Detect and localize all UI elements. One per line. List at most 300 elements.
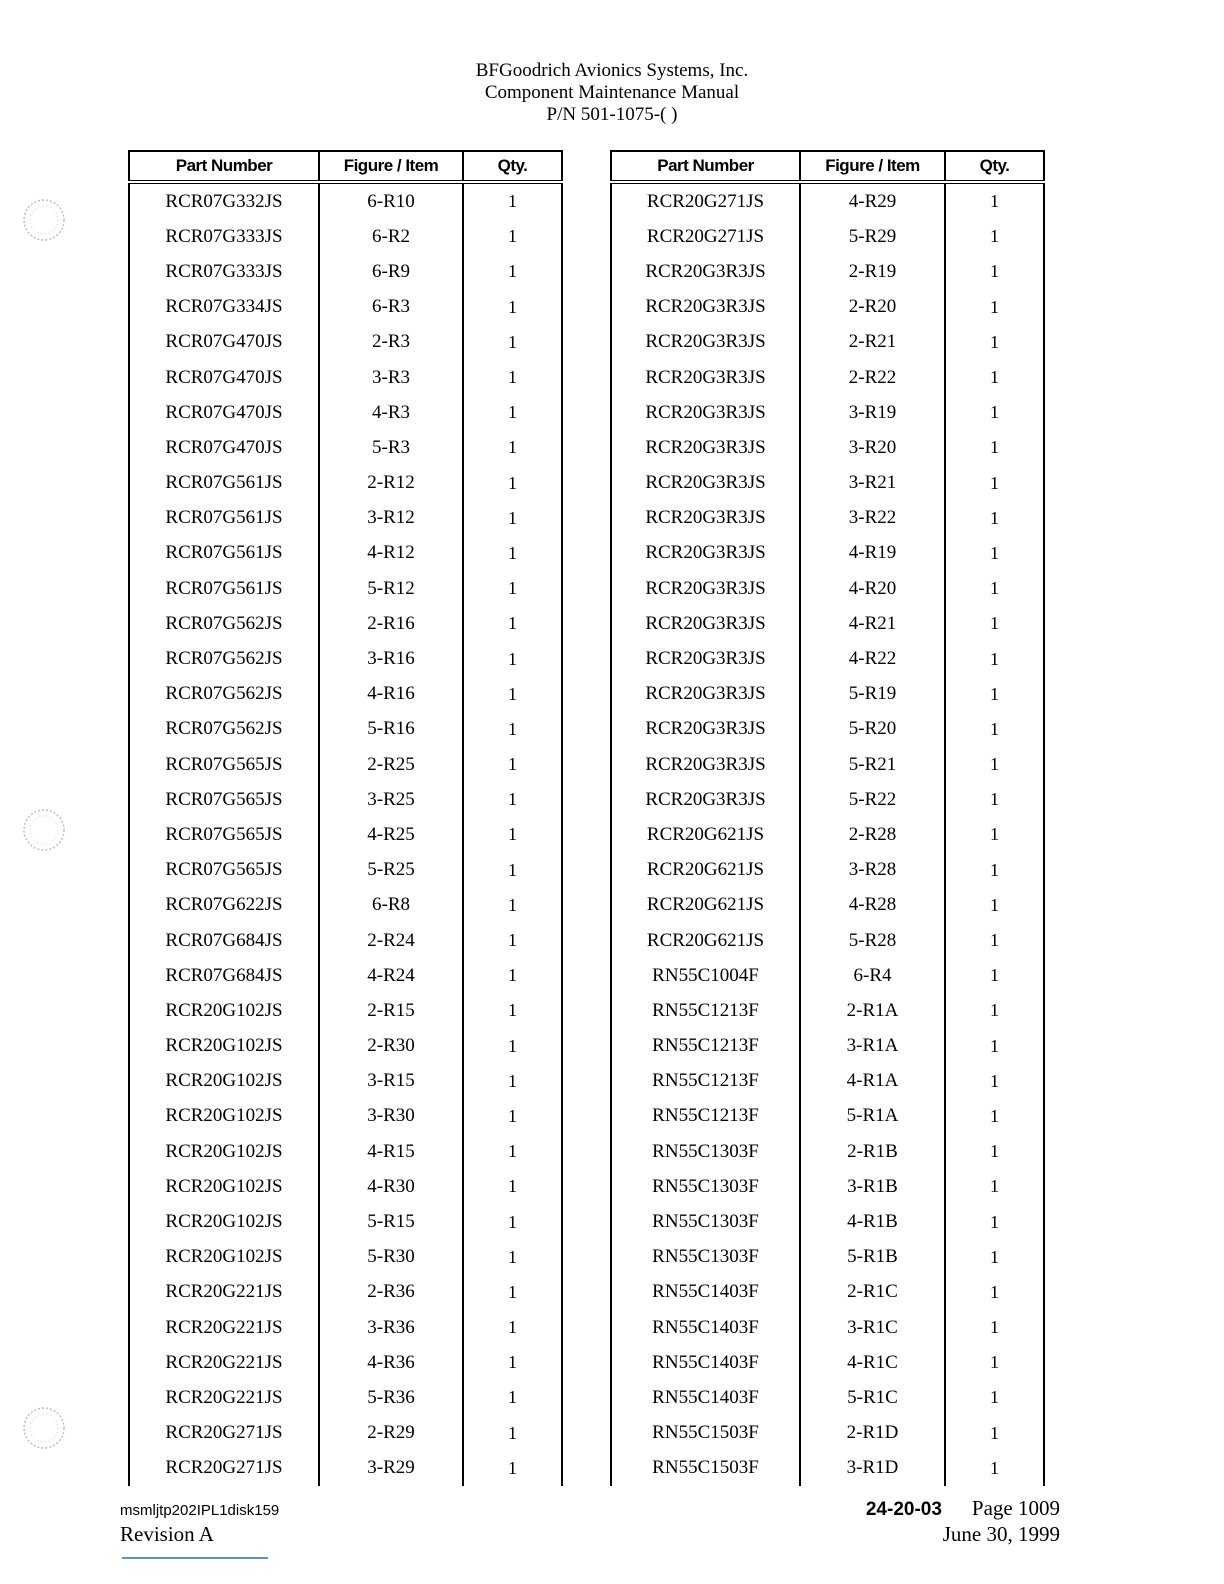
part-number-cell: RCR07G470JS bbox=[129, 430, 319, 465]
figure-item-cell: 2-R24 bbox=[319, 923, 463, 958]
table-row bbox=[129, 1064, 562, 1099]
revision-label: Revision A bbox=[120, 1522, 214, 1546]
figure-item-cell: 3-R29 bbox=[319, 1451, 463, 1486]
part-number-cell: RCR20G3R3JS bbox=[611, 254, 800, 289]
qty-cell: 1 bbox=[945, 712, 1044, 747]
part-number-cell: RCR20G102JS bbox=[129, 1204, 319, 1239]
table-body-right bbox=[611, 182, 1044, 1486]
table-row bbox=[611, 958, 1044, 993]
figure-item-cell: 4-R1A bbox=[800, 1064, 945, 1099]
figure-item-cell: 3-R1D bbox=[800, 1451, 945, 1486]
table-row bbox=[611, 817, 1044, 852]
figure-item-cell: 5-R3 bbox=[319, 430, 463, 465]
table-row bbox=[129, 888, 562, 923]
part-number-cell: RCR20G102JS bbox=[129, 1169, 319, 1204]
table-row bbox=[129, 1310, 562, 1345]
part-number-cell: RCR20G621JS bbox=[611, 888, 800, 923]
qty-cell: 1 bbox=[463, 1134, 562, 1169]
parts-table-left bbox=[128, 150, 563, 1486]
part-number-cell: RCR20G3R3JS bbox=[611, 430, 800, 465]
part-number-cell: RCR20G3R3JS bbox=[611, 606, 800, 641]
table-row bbox=[129, 606, 562, 641]
punch-hole-bottom bbox=[20, 1404, 68, 1452]
figure-item-cell: 3-R21 bbox=[800, 466, 945, 501]
figure-item-cell: 3-R12 bbox=[319, 501, 463, 536]
table-row bbox=[129, 1345, 562, 1380]
table-row bbox=[611, 782, 1044, 817]
part-number-cell: RN55C1303F bbox=[611, 1204, 800, 1239]
table-row bbox=[129, 360, 562, 395]
table-row bbox=[129, 219, 562, 254]
figure-item-cell: 2-R1B bbox=[800, 1134, 945, 1169]
figure-item-cell: 3-R22 bbox=[800, 501, 945, 536]
part-number-cell: RCR07G333JS bbox=[129, 219, 319, 254]
figure-item-cell: 5-R16 bbox=[319, 712, 463, 747]
qty-cell: 1 bbox=[463, 1064, 562, 1099]
qty-cell: 1 bbox=[945, 888, 1044, 923]
part-number-cell: RCR20G3R3JS bbox=[611, 325, 800, 360]
qty-cell: 1 bbox=[463, 536, 562, 571]
qty-cell: 1 bbox=[945, 395, 1044, 430]
table-row bbox=[611, 1064, 1044, 1099]
table-row bbox=[611, 1416, 1044, 1451]
figure-item-cell: 4-R1C bbox=[800, 1345, 945, 1380]
figure-item-cell: 4-R22 bbox=[800, 641, 945, 676]
part-number-cell: RCR20G102JS bbox=[129, 1064, 319, 1099]
table-row bbox=[129, 1240, 562, 1275]
qty-cell: 1 bbox=[463, 923, 562, 958]
qty-cell: 1 bbox=[463, 1451, 562, 1486]
figure-item-cell: 3-R30 bbox=[319, 1099, 463, 1134]
qty-cell: 1 bbox=[945, 958, 1044, 993]
part-number-cell: RCR20G102JS bbox=[129, 1099, 319, 1134]
column-header-qty: Qty. bbox=[463, 151, 562, 182]
table-row bbox=[611, 1275, 1044, 1310]
figure-item-cell: 5-R15 bbox=[319, 1204, 463, 1239]
table-row bbox=[129, 466, 562, 501]
part-number-cell: RCR20G102JS bbox=[129, 1134, 319, 1169]
qty-cell: 1 bbox=[463, 571, 562, 606]
part-number-cell: RCR07G565JS bbox=[129, 853, 319, 888]
part-number-cell: RCR20G3R3JS bbox=[611, 782, 800, 817]
figure-item-cell: 2-R28 bbox=[800, 817, 945, 852]
qty-cell: 1 bbox=[945, 219, 1044, 254]
qty-cell: 1 bbox=[463, 958, 562, 993]
figure-item-cell: 4-R36 bbox=[319, 1345, 463, 1380]
figure-item-cell: 5-R36 bbox=[319, 1380, 463, 1415]
qty-cell: 1 bbox=[463, 254, 562, 289]
qty-cell: 1 bbox=[945, 641, 1044, 676]
part-number-cell: RCR20G3R3JS bbox=[611, 536, 800, 571]
table-row bbox=[129, 395, 562, 430]
part-number-cell: RCR07G561JS bbox=[129, 466, 319, 501]
qty-cell: 1 bbox=[945, 1310, 1044, 1345]
table-row bbox=[611, 1240, 1044, 1275]
table-row bbox=[611, 1029, 1044, 1064]
table-row bbox=[129, 536, 562, 571]
footer-left bbox=[120, 1500, 279, 1546]
page-number: Page 1009 bbox=[971, 1496, 1060, 1520]
table-row bbox=[129, 1204, 562, 1239]
qty-cell: 1 bbox=[945, 923, 1044, 958]
figure-item-cell: 4-R20 bbox=[800, 571, 945, 606]
qty-cell: 1 bbox=[945, 747, 1044, 782]
part-number-cell: RCR20G221JS bbox=[129, 1275, 319, 1310]
figure-item-cell: 2-R21 bbox=[800, 325, 945, 360]
figure-item-cell: 4-R25 bbox=[319, 817, 463, 852]
qty-cell: 1 bbox=[945, 360, 1044, 395]
qty-cell: 1 bbox=[463, 466, 562, 501]
part-number-cell: RCR20G3R3JS bbox=[611, 501, 800, 536]
part-number-cell: RCR20G3R3JS bbox=[611, 641, 800, 676]
table-header-row bbox=[611, 151, 1044, 182]
part-number-cell: RCR07G622JS bbox=[129, 888, 319, 923]
figure-item-cell: 6-R8 bbox=[319, 888, 463, 923]
table-row bbox=[611, 923, 1044, 958]
qty-cell: 1 bbox=[945, 571, 1044, 606]
part-number-cell: RN55C1303F bbox=[611, 1134, 800, 1169]
figure-item-cell: 2-R30 bbox=[319, 1029, 463, 1064]
table-row bbox=[611, 1204, 1044, 1239]
part-number-cell: RCR20G621JS bbox=[611, 817, 800, 852]
figure-item-cell: 2-R12 bbox=[319, 466, 463, 501]
qty-cell: 1 bbox=[945, 782, 1044, 817]
figure-item-cell: 4-R30 bbox=[319, 1169, 463, 1204]
qty-cell: 1 bbox=[945, 1451, 1044, 1486]
part-number-cell: RCR07G562JS bbox=[129, 641, 319, 676]
part-number-cell: RCR07G562JS bbox=[129, 606, 319, 641]
figure-item-cell: 2-R29 bbox=[319, 1416, 463, 1451]
qty-cell: 1 bbox=[463, 182, 562, 219]
qty-cell: 1 bbox=[945, 501, 1044, 536]
table-row bbox=[611, 712, 1044, 747]
qty-cell: 1 bbox=[463, 1240, 562, 1275]
qty-cell: 1 bbox=[945, 1380, 1044, 1415]
part-number-cell: RCR07G684JS bbox=[129, 923, 319, 958]
qty-cell: 1 bbox=[463, 1169, 562, 1204]
part-number-title: P/N 501-1075-( ) bbox=[546, 104, 678, 125]
qty-cell: 1 bbox=[945, 817, 1044, 852]
punch-hole-top bbox=[20, 196, 68, 244]
qty-cell: 1 bbox=[463, 501, 562, 536]
table-row bbox=[611, 1099, 1044, 1134]
qty-cell: 1 bbox=[945, 290, 1044, 325]
part-number-cell: RCR07G562JS bbox=[129, 712, 319, 747]
qty-cell: 1 bbox=[463, 1275, 562, 1310]
figure-item-cell: 2-R36 bbox=[319, 1275, 463, 1310]
part-number-cell: RCR20G102JS bbox=[129, 1029, 319, 1064]
qty-cell: 1 bbox=[463, 712, 562, 747]
table-row bbox=[129, 677, 562, 712]
part-number-cell: RCR20G621JS bbox=[611, 923, 800, 958]
manual-title: Component Maintenance Manual bbox=[484, 82, 740, 103]
column-header-part-number: Part Number bbox=[129, 151, 319, 182]
figure-item-cell: 3-R1C bbox=[800, 1310, 945, 1345]
qty-cell: 1 bbox=[945, 1099, 1044, 1134]
figure-item-cell: 5-R1A bbox=[800, 1099, 945, 1134]
table-row bbox=[611, 182, 1044, 219]
table-row bbox=[129, 747, 562, 782]
part-number-cell: RN55C1213F bbox=[611, 1029, 800, 1064]
part-number-cell: RCR07G565JS bbox=[129, 817, 319, 852]
part-number-cell: RCR07G561JS bbox=[129, 536, 319, 571]
qty-cell: 1 bbox=[463, 1345, 562, 1380]
table-row bbox=[611, 641, 1044, 676]
figure-item-cell: 2-R1C bbox=[800, 1275, 945, 1310]
figure-item-cell: 2-R1D bbox=[800, 1416, 945, 1451]
qty-cell: 1 bbox=[463, 606, 562, 641]
underline-mark bbox=[122, 1557, 268, 1559]
part-number-cell: RCR07G333JS bbox=[129, 254, 319, 289]
table-row bbox=[611, 747, 1044, 782]
qty-cell: 1 bbox=[463, 747, 562, 782]
table-row bbox=[611, 993, 1044, 1028]
part-number-cell: RCR20G3R3JS bbox=[611, 290, 800, 325]
footer-right bbox=[866, 1496, 1060, 1547]
table-row bbox=[611, 677, 1044, 712]
figure-item-cell: 2-R20 bbox=[800, 290, 945, 325]
figure-item-cell: 3-R20 bbox=[800, 430, 945, 465]
figure-item-cell: 3-R25 bbox=[319, 782, 463, 817]
qty-cell: 1 bbox=[463, 1029, 562, 1064]
qty-cell: 1 bbox=[463, 219, 562, 254]
figure-item-cell: 5-R20 bbox=[800, 712, 945, 747]
table-header-row bbox=[129, 151, 562, 182]
file-identifier: msmljtp202IPL1disk159 bbox=[120, 1502, 280, 1519]
part-number-cell: RN55C1213F bbox=[611, 1099, 800, 1134]
table-row bbox=[611, 853, 1044, 888]
figure-item-cell: 4-R19 bbox=[800, 536, 945, 571]
qty-cell: 1 bbox=[463, 395, 562, 430]
qty-cell: 1 bbox=[463, 290, 562, 325]
figure-item-cell: 5-R30 bbox=[319, 1240, 463, 1275]
qty-cell: 1 bbox=[463, 1099, 562, 1134]
table-row bbox=[129, 1451, 562, 1486]
figure-item-cell: 4-R16 bbox=[319, 677, 463, 712]
qty-cell: 1 bbox=[463, 430, 562, 465]
qty-cell: 1 bbox=[945, 1240, 1044, 1275]
table-row bbox=[129, 782, 562, 817]
table-row bbox=[129, 1169, 562, 1204]
figure-item-cell: 4-R3 bbox=[319, 395, 463, 430]
part-number-cell: RCR07G565JS bbox=[129, 782, 319, 817]
figure-item-cell: 3-R3 bbox=[319, 360, 463, 395]
figure-item-cell: 2-R1A bbox=[800, 993, 945, 1028]
part-number-cell: RN55C1213F bbox=[611, 993, 800, 1028]
parts-table-right bbox=[610, 150, 1045, 1486]
table-row bbox=[611, 1451, 1044, 1486]
figure-item-cell: 3-R1A bbox=[800, 1029, 945, 1064]
qty-cell: 1 bbox=[945, 1275, 1044, 1310]
part-number-cell: RCR20G271JS bbox=[129, 1416, 319, 1451]
figure-item-cell: 2-R25 bbox=[319, 747, 463, 782]
table-row bbox=[129, 1416, 562, 1451]
qty-cell: 1 bbox=[463, 993, 562, 1028]
figure-item-cell: 5-R28 bbox=[800, 923, 945, 958]
figure-item-cell: 6-R10 bbox=[319, 182, 463, 219]
figure-item-cell: 2-R16 bbox=[319, 606, 463, 641]
part-number-cell: RCR20G3R3JS bbox=[611, 395, 800, 430]
qty-cell: 1 bbox=[945, 1416, 1044, 1451]
figure-item-cell: 5-R1C bbox=[800, 1380, 945, 1415]
table-row bbox=[611, 536, 1044, 571]
table-row bbox=[129, 430, 562, 465]
qty-cell: 1 bbox=[463, 817, 562, 852]
table-row bbox=[611, 1169, 1044, 1204]
table-row bbox=[611, 1380, 1044, 1415]
table-row bbox=[129, 182, 562, 219]
table-row bbox=[129, 712, 562, 747]
table-row bbox=[129, 501, 562, 536]
figure-item-cell: 2-R15 bbox=[319, 993, 463, 1028]
table-row bbox=[611, 501, 1044, 536]
table-row bbox=[611, 254, 1044, 289]
document-code: 24-20-03 bbox=[865, 1499, 942, 1520]
part-number-cell: RN55C1403F bbox=[611, 1345, 800, 1380]
part-number-cell: RCR07G561JS bbox=[129, 571, 319, 606]
table-row bbox=[611, 1134, 1044, 1169]
figure-item-cell: 2-R22 bbox=[800, 360, 945, 395]
qty-cell: 1 bbox=[463, 1310, 562, 1345]
figure-item-cell: 6-R4 bbox=[800, 958, 945, 993]
part-number-cell: RN55C1403F bbox=[611, 1380, 800, 1415]
part-number-cell: RN55C1403F bbox=[611, 1310, 800, 1345]
table-row bbox=[129, 958, 562, 993]
part-number-cell: RCR20G221JS bbox=[129, 1380, 319, 1415]
qty-cell: 1 bbox=[945, 1204, 1044, 1239]
figure-item-cell: 5-R22 bbox=[800, 782, 945, 817]
table-row bbox=[129, 993, 562, 1028]
part-number-cell: RN55C1004F bbox=[611, 958, 800, 993]
qty-cell: 1 bbox=[463, 677, 562, 712]
table-row bbox=[611, 1345, 1044, 1380]
part-number-cell: RCR20G3R3JS bbox=[611, 360, 800, 395]
figure-item-cell: 4-R12 bbox=[319, 536, 463, 571]
table-row bbox=[129, 641, 562, 676]
part-number-cell: RCR20G271JS bbox=[611, 219, 800, 254]
qty-cell: 1 bbox=[945, 1029, 1044, 1064]
qty-cell: 1 bbox=[463, 853, 562, 888]
part-number-cell: RCR20G271JS bbox=[129, 1451, 319, 1486]
figure-item-cell: 5-R1B bbox=[800, 1240, 945, 1275]
revision-date: June 30, 1999 bbox=[942, 1522, 1060, 1546]
table-row bbox=[611, 395, 1044, 430]
table-row bbox=[611, 466, 1044, 501]
part-number-cell: RN55C1303F bbox=[611, 1240, 800, 1275]
table-row bbox=[129, 1134, 562, 1169]
part-number-cell: RCR07G470JS bbox=[129, 395, 319, 430]
table-row bbox=[611, 325, 1044, 360]
column-header-part-number: Part Number bbox=[611, 151, 800, 182]
part-number-cell: RCR07G470JS bbox=[129, 360, 319, 395]
figure-item-cell: 6-R9 bbox=[319, 254, 463, 289]
table-row bbox=[129, 1099, 562, 1134]
figure-item-cell: 3-R1B bbox=[800, 1169, 945, 1204]
part-number-cell: RCR20G3R3JS bbox=[611, 747, 800, 782]
figure-item-cell: 5-R12 bbox=[319, 571, 463, 606]
qty-cell: 1 bbox=[945, 1345, 1044, 1380]
qty-cell: 1 bbox=[463, 360, 562, 395]
table-row bbox=[129, 325, 562, 360]
figure-item-cell: 5-R19 bbox=[800, 677, 945, 712]
figure-item-cell: 4-R15 bbox=[319, 1134, 463, 1169]
qty-cell: 1 bbox=[463, 641, 562, 676]
part-number-cell: RN55C1213F bbox=[611, 1064, 800, 1099]
figure-item-cell: 3-R36 bbox=[319, 1310, 463, 1345]
figure-item-cell: 3-R16 bbox=[319, 641, 463, 676]
table-row bbox=[129, 817, 562, 852]
qty-cell: 1 bbox=[945, 993, 1044, 1028]
qty-cell: 1 bbox=[463, 888, 562, 923]
qty-cell: 1 bbox=[463, 1204, 562, 1239]
part-number-cell: RN55C1403F bbox=[611, 1275, 800, 1310]
figure-item-cell: 6-R3 bbox=[319, 290, 463, 325]
part-number-cell: RCR07G684JS bbox=[129, 958, 319, 993]
table-row bbox=[129, 923, 562, 958]
part-number-cell: RCR20G3R3JS bbox=[611, 677, 800, 712]
part-number-cell: RCR20G102JS bbox=[129, 1240, 319, 1275]
part-number-cell: RCR20G3R3JS bbox=[611, 571, 800, 606]
part-number-cell: RCR07G561JS bbox=[129, 501, 319, 536]
part-number-cell: RCR20G621JS bbox=[611, 853, 800, 888]
figure-item-cell: 3-R28 bbox=[800, 853, 945, 888]
table-row bbox=[611, 290, 1044, 325]
part-number-cell: RCR20G221JS bbox=[129, 1345, 319, 1380]
qty-cell: 1 bbox=[945, 430, 1044, 465]
table-row bbox=[611, 606, 1044, 641]
punch-hole-middle bbox=[20, 806, 68, 854]
table-row bbox=[611, 571, 1044, 606]
figure-item-cell: 3-R19 bbox=[800, 395, 945, 430]
part-number-cell: RCR20G102JS bbox=[129, 993, 319, 1028]
qty-cell: 1 bbox=[463, 782, 562, 817]
part-number-cell: RCR07G334JS bbox=[129, 290, 319, 325]
qty-cell: 1 bbox=[945, 182, 1044, 219]
column-header-figure-item: Figure / Item bbox=[319, 151, 463, 182]
figure-item-cell: 2-R19 bbox=[800, 254, 945, 289]
figure-item-cell: 2-R3 bbox=[319, 325, 463, 360]
table-row bbox=[611, 888, 1044, 923]
qty-cell: 1 bbox=[945, 1169, 1044, 1204]
table-row bbox=[129, 571, 562, 606]
figure-item-cell: 5-R29 bbox=[800, 219, 945, 254]
qty-cell: 1 bbox=[463, 325, 562, 360]
table-row bbox=[611, 430, 1044, 465]
table-row bbox=[611, 1310, 1044, 1345]
figure-item-cell: 5-R21 bbox=[800, 747, 945, 782]
part-number-cell: RCR20G221JS bbox=[129, 1310, 319, 1345]
part-number-cell: RCR07G470JS bbox=[129, 325, 319, 360]
part-number-cell: RCR20G271JS bbox=[611, 182, 800, 219]
qty-cell: 1 bbox=[945, 254, 1044, 289]
qty-cell: 1 bbox=[945, 606, 1044, 641]
figure-item-cell: 5-R25 bbox=[319, 853, 463, 888]
qty-cell: 1 bbox=[945, 853, 1044, 888]
table-row bbox=[129, 254, 562, 289]
part-number-cell: RCR07G562JS bbox=[129, 677, 319, 712]
part-number-cell: RCR20G3R3JS bbox=[611, 712, 800, 747]
qty-cell: 1 bbox=[945, 536, 1044, 571]
part-number-cell: RCR07G332JS bbox=[129, 182, 319, 219]
company-name: BFGoodrich Avionics Systems, Inc. bbox=[475, 60, 749, 81]
part-number-cell: RN55C1503F bbox=[611, 1451, 800, 1486]
table-row bbox=[129, 853, 562, 888]
table-row bbox=[129, 290, 562, 325]
figure-item-cell: 4-R21 bbox=[800, 606, 945, 641]
table-body-left bbox=[129, 182, 562, 1486]
part-number-cell: RN55C1503F bbox=[611, 1416, 800, 1451]
qty-cell: 1 bbox=[945, 325, 1044, 360]
